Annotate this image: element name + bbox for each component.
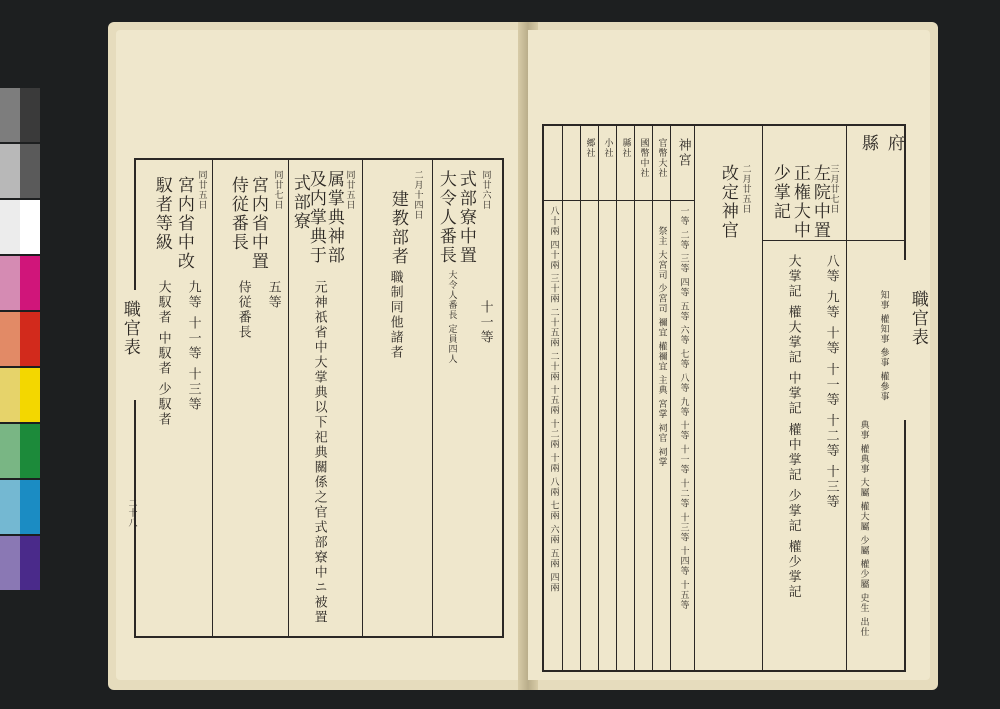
header3-col3: 式部寮 xyxy=(289,174,310,231)
date-col1: 同廿六日 xyxy=(480,170,491,210)
header-col1: 式部寮中置 xyxy=(455,170,476,265)
open-book xyxy=(108,22,938,690)
header-col2: 建教部者 xyxy=(387,190,408,266)
shrine-header-5: 郷社 xyxy=(584,138,595,158)
desc-col1: 大令人番長 定員四人 xyxy=(446,270,457,364)
header-col5: 宮内省中改 xyxy=(173,176,194,271)
col1-line3: 少掌記 xyxy=(769,164,790,221)
shrine-titles: 祭主 大宮司 少宮司 禰宜 權禰宜 主典 宮掌 祠官 祠掌 xyxy=(656,226,667,467)
right-tab-title: 職官表 xyxy=(907,290,928,347)
desc-col2: 職制同他諸者 xyxy=(387,270,403,360)
date-col4: 同廿七日 xyxy=(272,170,283,210)
desc-col5: 大馭者 中馭者 少馭者 xyxy=(155,280,171,428)
ranks-right: 八等 九等 十等 十一等 十二等 十三等 xyxy=(823,254,839,510)
prefecture-row-2: 典事 權典事 大屬 權大屬 少屬 權少屬 史生 出仕 xyxy=(858,420,869,638)
header-ken: 縣 xyxy=(857,134,878,153)
rank-row: 一等 二等 三等 四等 五等 六等 七等 八等 九等 十等 十一等 十二等 十三等 十四等 十五等 xyxy=(678,206,689,611)
header-col3: 属掌典神部 xyxy=(323,170,344,265)
shrine-header-jingu: 神宮 xyxy=(675,138,691,168)
date-1: 三月廿七日 xyxy=(828,164,839,214)
shrine-header-3: 國幣中社 xyxy=(638,138,649,178)
col1-line2: 正権大中 xyxy=(789,164,810,240)
date-2: 二月廿五日 xyxy=(740,164,751,214)
shrine-header-4: 縣社 xyxy=(620,138,631,158)
color-calibration-strip xyxy=(0,88,40,580)
left-page xyxy=(116,30,526,680)
right-page xyxy=(528,30,930,680)
titles-right: 大掌記 權大掌記 中掌記 權中掌記 少掌記 權少掌記 xyxy=(785,254,801,600)
rank-col5: 九等 十一等 十三等 xyxy=(185,280,201,413)
rank-col1: 十一等 xyxy=(477,300,493,345)
shrine-header-6: 小社 xyxy=(602,138,613,158)
header2-col3: 及内掌典于 xyxy=(305,170,326,265)
desc-col4: 侍従番長 xyxy=(235,280,251,340)
rank-col4: 五等 xyxy=(265,280,281,310)
date-col3: 同廿五日 xyxy=(344,170,355,210)
left-tab xyxy=(118,290,144,400)
shrine-header-2: 官幣大社 xyxy=(656,138,667,178)
col1-line1: 左院中置 xyxy=(809,164,830,240)
prefecture-row-1: 知事 權知事 參事 權參事 xyxy=(878,290,889,402)
date-col5: 同廿五日 xyxy=(196,170,207,210)
header-fu: 府 xyxy=(883,134,904,153)
left-tab-title: 職官表 xyxy=(119,300,140,357)
header2-col5: 馭者等級 xyxy=(151,176,172,252)
page-number: 二十八 xyxy=(126,498,137,528)
desc-col3: 元神祇省中大掌典以下祀典關係之官式部寮中ニ被置 xyxy=(311,280,327,625)
header2-col1: 大令人番長 xyxy=(435,170,456,265)
date-col2: 二月十四日 xyxy=(412,170,423,220)
heading-2: 改定神官 xyxy=(717,164,738,240)
header2-col4: 侍従番長 xyxy=(227,176,248,252)
right-tab xyxy=(904,260,930,420)
age-row: 八十兩 四十兩 三十兩 二十五兩 二十兩 十五兩 十二兩 十兩 八兩 七兩 六兩 五兩 四兩 xyxy=(548,206,559,593)
header-col4: 宮内省中置 xyxy=(247,176,268,271)
